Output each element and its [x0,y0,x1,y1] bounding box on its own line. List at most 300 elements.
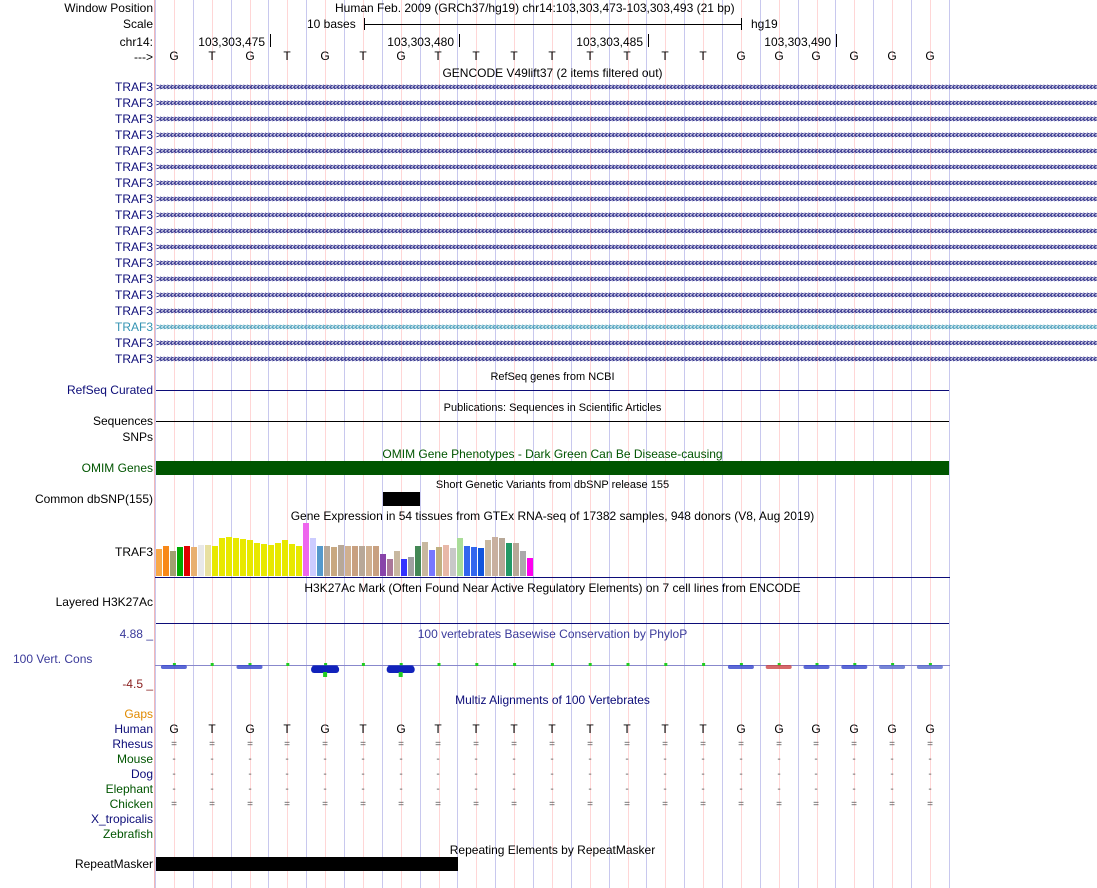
gtex-tissue-bar[interactable] [331,547,337,576]
gencode-transcript[interactable]: >>>>>>>>>>>>>>>>>>>>>>>>>>>>>>>>>>>>>>>>>>>>>>>>>>>>>>>>>>>>>>>>>>>>>>>>>>>>>>>>>>>>>>>>>>>>>>>>>>>>>>>>>>>>>>>>>>>>>>>>>>>>>>>>>>>>>>>>>>>>>>>>>>>>>>>>>>>>>>>>>>>>>>>>>>>>>>>>>>>>>>>>>>>>>>>>>>>>>>>>>>>>>>>>>>>>>>>>>>>>>>>>>>>>>>>>>>>>>>>>>>>>>>>>>>>>>>>>>>>> [156,354,1097,365]
alignment-base: - [588,784,592,795]
alignment-base: = [813,799,819,810]
phylop-logo-mark [804,665,830,669]
gencode-gene-label[interactable]: TRAF3 [114,192,153,206]
alignment-base: - [512,769,516,780]
gtex-tissue-bar[interactable] [184,546,190,576]
alignment-base: G [811,722,821,736]
gencode-transcript[interactable]: >>>>>>>>>>>>>>>>>>>>>>>>>>>>>>>>>>>>>>>>>>>>>>>>>>>>>>>>>>>>>>>>>>>>>>>>>>>>>>>>>>>>>>>>>>>>>>>>>>>>>>>>>>>>>>>>>>>>>>>>>>>>>>>>>>>>>>>>>>>>>>>>>>>>>>>>>>>>>>>>>>>>>>>>>>>>>>>>>>>>>>>>>>>>>>>>>>>>>>>>>>>>>>>>>>>>>>>>>>>>>>>>>>>>>>>>>>>>>>>>>>>>>>>>>>>>>>>>>>>> [156,226,1097,237]
gtex-tissue-bar[interactable] [513,543,519,576]
gtex-tissue-bar[interactable] [163,546,169,576]
gtex-tissue-bar[interactable] [387,559,393,576]
h3k27ac-label[interactable]: Layered H3K27Ac [55,595,153,609]
phylop-logo-mark [766,665,792,669]
alignment-base: T [283,722,291,736]
phylop-max: 4.88 _ [119,627,153,641]
alignment-base: - [285,754,289,765]
gencode-title: GENCODE V49lift37 (2 items filtered out) [442,66,663,80]
base-letter: T [510,49,518,63]
gtex-tissue-bar[interactable] [198,545,204,576]
gencode-transcript[interactable]: >>>>>>>>>>>>>>>>>>>>>>>>>>>>>>>>>>>>>>>>>>>>>>>>>>>>>>>>>>>>>>>>>>>>>>>>>>>>>>>>>>>>>>>>>>>>>>>>>>>>>>>>>>>>>>>>>>>>>>>>>>>>>>>>>>>>>>>>>>>>>>>>>>>>>>>>>>>>>>>>>>>>>>>>>>>>>>>>>>>>>>>>>>>>>>>>>>>>>>>>>>>>>>>>>>>>>>>>>>>>>>>>>>>>>>>>>>>>>>>>>>>>>>>>>>>>>>>>>>>> [156,114,1097,125]
gencode-gene-label[interactable]: TRAF3 [114,112,153,126]
gtex-tissue-bar[interactable] [345,546,351,576]
alignment-base: - [436,784,440,795]
alignment-base: G [774,722,784,736]
alignment-base: - [588,769,592,780]
alignment-base: T [472,722,480,736]
gencode-gene-label[interactable]: TRAF3 [114,224,153,238]
gtex-tissue-bar[interactable] [401,559,407,576]
gtex-tissue-bar[interactable] [317,546,323,576]
base-letter: G [245,49,255,63]
h3k27ac-title: H3K27Ac Mark (Often Found Near Active Regulatory Elements) on 7 cell lines from ENCODE [304,581,801,595]
gtex-bars[interactable] [155,522,950,578]
alignment-base: - [285,769,289,780]
phylop-score-mark [438,663,441,666]
alignment-base: = [549,739,555,750]
gtex-tissue-bar[interactable] [247,540,253,576]
gtex-tissue-bar[interactable] [380,554,386,576]
alignment-base: - [928,769,932,780]
alignment-base: - [852,769,856,780]
alignment-base: - [890,784,894,795]
publications-line[interactable] [156,421,949,422]
base-letter: T [661,49,669,63]
repeatmasker-title: Repeating Elements by RepeatMasker [449,843,656,857]
base-letter: T [208,49,216,63]
alignment-base: = [851,799,857,810]
alignment-base: - [928,754,932,765]
phylop-score-mark [702,663,705,666]
alignment-base: - [739,784,743,795]
scale-label: Scale [122,17,153,31]
gencode-gene-label[interactable]: TRAF3 [114,80,153,94]
gtex-tissue-bar[interactable] [443,545,449,576]
alignment-base: = [171,739,177,750]
phylop-title: 100 vertebrates Basewise Conservation by PhyloP [417,627,688,641]
alignment-base: = [209,739,215,750]
gtex-tissue-bar[interactable] [268,545,274,576]
alignment-base: - [550,754,554,765]
alignment-base: - [814,769,818,780]
alignment-base: = [549,799,555,810]
position-tick-label: 103,303,480 [387,35,454,49]
species-label[interactable]: Dog [130,767,153,781]
gtex-tissue-bar[interactable] [310,538,316,576]
alignment-base: = [322,739,328,750]
alignment-base: - [172,769,176,780]
alignment-base: - [436,769,440,780]
alignment-base: - [701,769,705,780]
alignment-base: = [662,799,668,810]
alignment-base: T [586,722,594,736]
alignment-base: T [661,722,669,736]
gencode-transcript[interactable]: >>>>>>>>>>>>>>>>>>>>>>>>>>>>>>>>>>>>>>>>>>>>>>>>>>>>>>>>>>>>>>>>>>>>>>>>>>>>>>>>>>>>>>>>>>>>>>>>>>>>>>>>>>>>>>>>>>>>>>>>>>>>>>>>>>>>>>>>>>>>>>>>>>>>>>>>>>>>>>>>>>>>>>>>>>>>>>>>>>>>>>>>>>>>>>>>>>>>>>>>>>>>>>>>>>>>>>>>>>>>>>>>>>>>>>>>>>>>>>>>>>>>>>>>>>>>>>>>>>>> [156,290,1097,301]
alignment-base: - [625,754,629,765]
alignment-base: - [285,784,289,795]
base-letter: T [699,49,707,63]
phylop-score-mark [323,672,327,677]
alignment-base: = [624,799,630,810]
phylop-logo-mark [879,665,905,669]
assembly-short: hg19 [751,17,778,31]
alignment-base: - [172,784,176,795]
alignment-base: - [890,769,894,780]
phylop-score-mark [513,663,516,666]
alignment-base: - [399,784,403,795]
gaps-label: Gaps [124,707,153,721]
phylop-logo-letter [387,666,415,673]
alignment-base: = [435,799,441,810]
position-tick-mark [270,34,271,47]
phylop-logo-mark [237,665,263,669]
gtex-tissue-bar[interactable] [212,546,218,576]
alignment-base: - [361,784,365,795]
gtex-tissue-bar[interactable] [422,542,428,576]
phylop-score-mark [664,663,667,666]
alignment-base: - [777,754,781,765]
alignment-base: - [512,784,516,795]
alignment-base: = [624,739,630,750]
gtex-tissue-bar[interactable] [478,548,484,576]
alignment-base: - [625,769,629,780]
alignment-base: T [699,722,707,736]
alignment-base: G [887,722,897,736]
phylop-logo-mark [161,665,187,669]
alignment-base: - [323,769,327,780]
gencode-gene-label[interactable]: TRAF3 [114,272,153,286]
alignment-base: - [474,784,478,795]
alignment-base: = [247,799,253,810]
alignment-base: - [361,754,365,765]
alignment-base: = [700,799,706,810]
species-label[interactable]: Human [114,722,153,736]
gtex-tissue-bar[interactable] [289,544,295,576]
alignment-base: - [210,769,214,780]
dbsnp-variant[interactable] [383,492,420,506]
gtex-tissue-bar[interactable] [352,546,358,576]
gtex-tissue-bar[interactable] [275,543,281,576]
gtex-tissue-bar[interactable] [156,549,162,576]
alignment-base: - [777,769,781,780]
alignment-base: - [739,754,743,765]
gtex-tissue-bar[interactable] [464,546,470,576]
gtex-tissue-bar[interactable] [499,538,505,576]
base-letter: G [887,49,897,63]
alignment-base: - [701,784,705,795]
alignment-base: = [738,799,744,810]
repeatmasker-element[interactable] [156,857,458,871]
species-label[interactable]: X_tropicalis [90,812,153,826]
gencode-gene-label[interactable]: TRAF3 [114,208,153,222]
base-letter: T [623,49,631,63]
gtex-tissue-bar[interactable] [191,547,197,576]
omim-title: OMIM Gene Phenotypes - Dark Green Can Be Disease-causing [382,447,723,461]
gtex-tissue-bar[interactable] [233,538,239,576]
alignment-base: - [474,769,478,780]
alignment-base: = [851,739,857,750]
alignment-base: - [210,784,214,795]
gtex-tissue-bar[interactable] [261,544,267,576]
alignment-base: = [738,739,744,750]
alignment-base: = [360,799,366,810]
phylop-score-mark [286,663,289,666]
gencode-transcript[interactable]: >>>>>>>>>>>>>>>>>>>>>>>>>>>>>>>>>>>>>>>>>>>>>>>>>>>>>>>>>>>>>>>>>>>>>>>>>>>>>>>>>>>>>>>>>>>>>>>>>>>>>>>>>>>>>>>>>>>>>>>>>>>>>>>>>>>>>>>>>>>>>>>>>>>>>>>>>>>>>>>>>>>>>>>>>>>>>>>>>>>>>>>>>>>>>>>>>>>>>>>>>>>>>>>>>>>>>>>>>>>>>>>>>>>>>>>>>>>>>>>>>>>>>>>>>>>>>>>>>>>> [156,194,1097,205]
alignment-base: G [849,722,859,736]
alignment-base: - [550,769,554,780]
base-letter: G [811,49,821,63]
gencode-gene-label[interactable]: TRAF3 [114,128,153,142]
base-letter: G [774,49,784,63]
phylop-score-mark [551,663,554,666]
gencode-gene-label[interactable]: TRAF3 [114,176,153,190]
alignment-base: = [511,799,517,810]
gencode-gene-label[interactable]: TRAF3 [114,304,153,318]
gtex-tissue-bar[interactable] [359,546,365,576]
alignment-base: - [625,784,629,795]
gtex-title: Gene Expression in 54 tissues from GTEx RNA-seq of 17382 samples, 948 donors (V8, Aug 2019) [290,509,815,523]
gtex-tissue-bar[interactable] [303,523,309,576]
gtex-tissue-bar[interactable] [415,546,421,576]
species-label[interactable]: Zebrafish [102,827,153,841]
scale-bar [364,24,742,25]
alignment-base: - [474,754,478,765]
species-label[interactable]: Chicken [109,797,153,811]
alignment-base: - [663,769,667,780]
base-letter: T [283,49,291,63]
gtex-tissue-bar[interactable] [506,543,512,576]
phylop-logo-mark [728,665,754,669]
gtex-tissue-bar[interactable] [520,551,526,576]
alignment-base: T [548,722,556,736]
alignment-base: G [169,722,179,736]
alignment-base: = [776,799,782,810]
gencode-transcript[interactable]: >>>>>>>>>>>>>>>>>>>>>>>>>>>>>>>>>>>>>>>>>>>>>>>>>>>>>>>>>>>>>>>>>>>>>>>>>>>>>>>>>>>>>>>>>>>>>>>>>>>>>>>>>>>>>>>>>>>>>>>>>>>>>>>>>>>>>>>>>>>>>>>>>>>>>>>>>>>>>>>>>>>>>>>>>>>>>>>>>>>>>>>>>>>>>>>>>>>>>>>>>>>>>>>>>>>>>>>>>>>>>>>>>>>>>>>>>>>>>>>>>>>>>>>>>>>>>>>>>>>> [156,98,1097,109]
alignment-base: - [890,754,894,765]
position-tick-mark [459,34,460,47]
gencode-transcript[interactable]: >>>>>>>>>>>>>>>>>>>>>>>>>>>>>>>>>>>>>>>>>>>>>>>>>>>>>>>>>>>>>>>>>>>>>>>>>>>>>>>>>>>>>>>>>>>>>>>>>>>>>>>>>>>>>>>>>>>>>>>>>>>>>>>>>>>>>>>>>>>>>>>>>>>>>>>>>>>>>>>>>>>>>>>>>>>>>>>>>>>>>>>>>>>>>>>>>>>>>>>>>>>>>>>>>>>>>>>>>>>>>>>>>>>>>>>>>>>>>>>>>>>>>>>>>>>>>>>>>>>> [156,162,1097,173]
h3k27ac-baseline [156,623,949,624]
base-letter: T [472,49,480,63]
alignment-base: G [925,722,935,736]
species-label[interactable]: Rhesus [112,737,153,751]
alignment-base: - [739,769,743,780]
dbsnp-label[interactable]: Common dbSNP(155) [34,492,153,506]
phylop-score-mark [399,672,403,677]
alignment-base: = [284,739,290,750]
repeatmasker-label[interactable]: RepeatMasker [74,857,153,871]
alignment-base: = [889,799,895,810]
gtex-tissue-bar[interactable] [254,543,260,576]
alignment-base: - [588,754,592,765]
gtex-tissue-bar[interactable] [240,539,246,576]
refseq-title: RefSeq genes from NCBI [490,371,615,383]
gtex-tissue-bar[interactable] [282,540,288,576]
gencode-transcript[interactable]: >>>>>>>>>>>>>>>>>>>>>>>>>>>>>>>>>>>>>>>>>>>>>>>>>>>>>>>>>>>>>>>>>>>>>>>>>>>>>>>>>>>>>>>>>>>>>>>>>>>>>>>>>>>>>>>>>>>>>>>>>>>>>>>>>>>>>>>>>>>>>>>>>>>>>>>>>>>>>>>>>>>>>>>>>>>>>>>>>>>>>>>>>>>>>>>>>>>>>>>>>>>>>>>>>>>>>>>>>>>>>>>>>>>>>>>>>>>>>>>>>>>>>>>>>>>>>>>>>>>> [156,146,1097,157]
strand-label: ---> [134,50,153,64]
alignment-base: - [701,754,705,765]
scale-bar-right-tick [741,18,742,30]
phylop-min: -4.5 _ [122,677,153,691]
species-label[interactable]: Elephant [105,782,153,796]
omim-label[interactable]: OMIM Genes [81,461,153,475]
scale-text: 10 bases [307,17,356,31]
gtex-label[interactable]: TRAF3 [114,545,153,559]
window-position-label: Window Position [64,1,153,15]
base-letter: G [925,49,935,63]
alignment-base: T [434,722,442,736]
gtex-tissue-bar[interactable] [394,551,400,576]
gencode-gene-label[interactable]: TRAF3 [114,144,153,158]
refseq-label[interactable]: RefSeq Curated [66,383,153,397]
base-letter: T [586,49,594,63]
refseq-line[interactable] [156,390,949,391]
alignment-base: = [398,739,404,750]
alignment-base: = [435,739,441,750]
gtex-tissue-bar[interactable] [436,547,442,576]
position-tick-mark [836,34,837,47]
gencode-transcript[interactable]: >>>>>>>>>>>>>>>>>>>>>>>>>>>>>>>>>>>>>>>>>>>>>>>>>>>>>>>>>>>>>>>>>>>>>>>>>>>>>>>>>>>>>>>>>>>>>>>>>>>>>>>>>>>>>>>>>>>>>>>>>>>>>>>>>>>>>>>>>>>>>>>>>>>>>>>>>>>>>>>>>>>>>>>>>>>>>>>>>>>>>>>>>>>>>>>>>>>>>>>>>>>>>>>>>>>>>>>>>>>>>>>>>>>>>>>>>>>>>>>>>>>>>>>>>>>>>>>>>>>> [156,322,1097,333]
gencode-gene-label[interactable]: TRAF3 [114,320,153,334]
alignment-base: = [776,739,782,750]
gencode-transcript[interactable]: >>>>>>>>>>>>>>>>>>>>>>>>>>>>>>>>>>>>>>>>>>>>>>>>>>>>>>>>>>>>>>>>>>>>>>>>>>>>>>>>>>>>>>>>>>>>>>>>>>>>>>>>>>>>>>>>>>>>>>>>>>>>>>>>>>>>>>>>>>>>>>>>>>>>>>>>>>>>>>>>>>>>>>>>>>>>>>>>>>>>>>>>>>>>>>>>>>>>>>>>>>>>>>>>>>>>>>>>>>>>>>>>>>>>>>>>>>>>>>>>>>>>>>>>>>>>>>>>>>>> [156,306,1097,317]
assembly-position-text: Human Feb. 2009 (GRCh37/hg19) chr14:103,303,473-103,303,493 (21 bp) [335,1,735,15]
alignment-base: = [209,799,215,810]
phylop-graph[interactable] [155,656,950,680]
gtex-tissue-bar[interactable] [527,558,533,576]
position-tick-label: 103,303,490 [764,35,831,49]
base-letter: T [434,49,442,63]
alignment-base: - [814,784,818,795]
gtex-tissue-bar[interactable] [324,546,330,576]
gencode-transcript[interactable]: >>>>>>>>>>>>>>>>>>>>>>>>>>>>>>>>>>>>>>>>>>>>>>>>>>>>>>>>>>>>>>>>>>>>>>>>>>>>>>>>>>>>>>>>>>>>>>>>>>>>>>>>>>>>>>>>>>>>>>>>>>>>>>>>>>>>>>>>>>>>>>>>>>>>>>>>>>>>>>>>>>>>>>>>>>>>>>>>>>>>>>>>>>>>>>>>>>>>>>>>>>>>>>>>>>>>>>>>>>>>>>>>>>>>>>>>>>>>>>>>>>>>>>>>>>>>>>>>>>>> [156,82,1097,93]
gtex-tissue-bar[interactable] [205,545,211,576]
phylop-score-mark [211,663,214,666]
alignment-base: - [777,784,781,795]
alignment-base: = [813,739,819,750]
alignment-base: G [245,722,255,736]
gtex-tissue-bar[interactable] [219,538,225,576]
alignment-base: - [852,754,856,765]
phylop-score-mark [627,663,630,666]
alignment-base: = [587,739,593,750]
gencode-transcript[interactable]: >>>>>>>>>>>>>>>>>>>>>>>>>>>>>>>>>>>>>>>>>>>>>>>>>>>>>>>>>>>>>>>>>>>>>>>>>>>>>>>>>>>>>>>>>>>>>>>>>>>>>>>>>>>>>>>>>>>>>>>>>>>>>>>>>>>>>>>>>>>>>>>>>>>>>>>>>>>>>>>>>>>>>>>>>>>>>>>>>>>>>>>>>>>>>>>>>>>>>>>>>>>>>>>>>>>>>>>>>>>>>>>>>>>>>>>>>>>>>>>>>>>>>>>>>>>>>>>>>>>> [156,258,1097,269]
alignment-base: - [663,784,667,795]
gencode-transcript[interactable]: >>>>>>>>>>>>>>>>>>>>>>>>>>>>>>>>>>>>>>>>>>>>>>>>>>>>>>>>>>>>>>>>>>>>>>>>>>>>>>>>>>>>>>>>>>>>>>>>>>>>>>>>>>>>>>>>>>>>>>>>>>>>>>>>>>>>>>>>>>>>>>>>>>>>>>>>>>>>>>>>>>>>>>>>>>>>>>>>>>>>>>>>>>>>>>>>>>>>>>>>>>>>>>>>>>>>>>>>>>>>>>>>>>>>>>>>>>>>>>>>>>>>>>>>>>>>>>>>>>>> [156,338,1097,349]
multiz-title: Multiz Alignments of 100 Vertebrates [455,693,650,707]
dbsnp-title: Short Genetic Variants from dbSNP release 155 [435,479,670,491]
gencode-gene-label[interactable]: TRAF3 [114,288,153,302]
gencode-transcript[interactable]: >>>>>>>>>>>>>>>>>>>>>>>>>>>>>>>>>>>>>>>>>>>>>>>>>>>>>>>>>>>>>>>>>>>>>>>>>>>>>>>>>>>>>>>>>>>>>>>>>>>>>>>>>>>>>>>>>>>>>>>>>>>>>>>>>>>>>>>>>>>>>>>>>>>>>>>>>>>>>>>>>>>>>>>>>>>>>>>>>>>>>>>>>>>>>>>>>>>>>>>>>>>>>>>>>>>>>>>>>>>>>>>>>>>>>>>>>>>>>>>>>>>>>>>>>>>>>>>>>>>> [156,130,1097,141]
base-letter: G [736,49,746,63]
phylop-logo-mark [917,665,943,669]
gtex-tissue-bar[interactable] [338,545,344,576]
position-tick-label: 103,303,485 [576,35,643,49]
alignment-base: = [360,739,366,750]
snps-label[interactable]: SNPs [122,430,153,444]
phylop-logo-letter [311,666,339,673]
base-letter: G [320,49,330,63]
position-tick-label: 103,303,475 [198,35,265,49]
gtex-tissue-bar[interactable] [429,550,435,576]
gtex-tissue-bar[interactable] [366,546,372,576]
gtex-tissue-bar[interactable] [450,548,456,576]
gencode-gene-label[interactable]: TRAF3 [114,352,153,366]
alignment-base: = [889,739,895,750]
gencode-gene-label[interactable]: TRAF3 [114,160,153,174]
gtex-tissue-bar[interactable] [492,537,498,576]
alignment-base: T [208,722,216,736]
publications-label[interactable]: Sequences [92,414,153,428]
gtex-tissue-bar[interactable] [177,547,183,576]
position-tick-mark [648,34,649,47]
gencode-transcript[interactable]: >>>>>>>>>>>>>>>>>>>>>>>>>>>>>>>>>>>>>>>>>>>>>>>>>>>>>>>>>>>>>>>>>>>>>>>>>>>>>>>>>>>>>>>>>>>>>>>>>>>>>>>>>>>>>>>>>>>>>>>>>>>>>>>>>>>>>>>>>>>>>>>>>>>>>>>>>>>>>>>>>>>>>>>>>>>>>>>>>>>>>>>>>>>>>>>>>>>>>>>>>>>>>>>>>>>>>>>>>>>>>>>>>>>>>>>>>>>>>>>>>>>>>>>>>>>>>>>>>>>> [156,274,1097,285]
species-label[interactable]: Mouse [116,752,153,766]
alignment-base: T [623,722,631,736]
base-letter: T [359,49,367,63]
gtex-tissue-bar[interactable] [296,546,302,576]
alignment-base: = [322,799,328,810]
phylop-score-mark [589,663,592,666]
alignment-base: - [248,754,252,765]
chrom-label: chr14: [119,35,153,49]
label-separator [154,0,155,888]
alignment-base: - [550,784,554,795]
alignment-base: G [320,722,330,736]
gtex-tissue-bar[interactable] [485,540,491,576]
gtex-tissue-bar[interactable] [226,537,232,576]
base-letter: G [849,49,859,63]
alignment-base: T [359,722,367,736]
alignment-base: = [700,739,706,750]
omim-gene-bar[interactable] [156,461,949,475]
phylop-label[interactable]: 100 Vert. Cons [13,652,93,666]
gtex-tissue-bar[interactable] [170,551,176,576]
gtex-tissue-bar[interactable] [457,538,463,576]
gencode-gene-label[interactable]: TRAF3 [114,96,153,110]
alignment-base: - [399,754,403,765]
gencode-gene-label[interactable]: TRAF3 [114,336,153,350]
gencode-transcript[interactable]: >>>>>>>>>>>>>>>>>>>>>>>>>>>>>>>>>>>>>>>>>>>>>>>>>>>>>>>>>>>>>>>>>>>>>>>>>>>>>>>>>>>>>>>>>>>>>>>>>>>>>>>>>>>>>>>>>>>>>>>>>>>>>>>>>>>>>>>>>>>>>>>>>>>>>>>>>>>>>>>>>>>>>>>>>>>>>>>>>>>>>>>>>>>>>>>>>>>>>>>>>>>>>>>>>>>>>>>>>>>>>>>>>>>>>>>>>>>>>>>>>>>>>>>>>>>>>>>>>>>> [156,178,1097,189]
alignment-base: T [510,722,518,736]
gencode-transcript[interactable]: >>>>>>>>>>>>>>>>>>>>>>>>>>>>>>>>>>>>>>>>>>>>>>>>>>>>>>>>>>>>>>>>>>>>>>>>>>>>>>>>>>>>>>>>>>>>>>>>>>>>>>>>>>>>>>>>>>>>>>>>>>>>>>>>>>>>>>>>>>>>>>>>>>>>>>>>>>>>>>>>>>>>>>>>>>>>>>>>>>>>>>>>>>>>>>>>>>>>>>>>>>>>>>>>>>>>>>>>>>>>>>>>>>>>>>>>>>>>>>>>>>>>>>>>>>>>>>>>>>>> [156,242,1097,253]
gencode-transcript[interactable]: >>>>>>>>>>>>>>>>>>>>>>>>>>>>>>>>>>>>>>>>>>>>>>>>>>>>>>>>>>>>>>>>>>>>>>>>>>>>>>>>>>>>>>>>>>>>>>>>>>>>>>>>>>>>>>>>>>>>>>>>>>>>>>>>>>>>>>>>>>>>>>>>>>>>>>>>>>>>>>>>>>>>>>>>>>>>>>>>>>>>>>>>>>>>>>>>>>>>>>>>>>>>>>>>>>>>>>>>>>>>>>>>>>>>>>>>>>>>>>>>>>>>>>>>>>>>>>>>>>>> [156,210,1097,221]
phylop-logo-mark [841,665,867,669]
alignment-base: = [284,799,290,810]
base-letter: T [548,49,556,63]
alignment-base: = [473,799,479,810]
base-letter: G [169,49,179,63]
alignment-base: - [210,754,214,765]
alignment-base: G [736,722,746,736]
alignment-base: - [248,769,252,780]
alignment-base: - [436,754,440,765]
gencode-gene-label[interactable]: TRAF3 [114,240,153,254]
alignment-base: - [852,784,856,795]
alignment-base: - [814,754,818,765]
gtex-tissue-bar[interactable] [408,557,414,576]
gtex-tissue-bar[interactable] [471,547,477,576]
alignment-base: = [587,799,593,810]
alignment-base: - [399,769,403,780]
alignment-base: = [171,799,177,810]
alignment-base: G [396,722,406,736]
alignment-base: - [663,754,667,765]
gencode-gene-label[interactable]: TRAF3 [114,256,153,270]
alignment-base: - [928,784,932,795]
gtex-tissue-bar[interactable] [373,546,379,576]
base-letter: G [396,49,406,63]
